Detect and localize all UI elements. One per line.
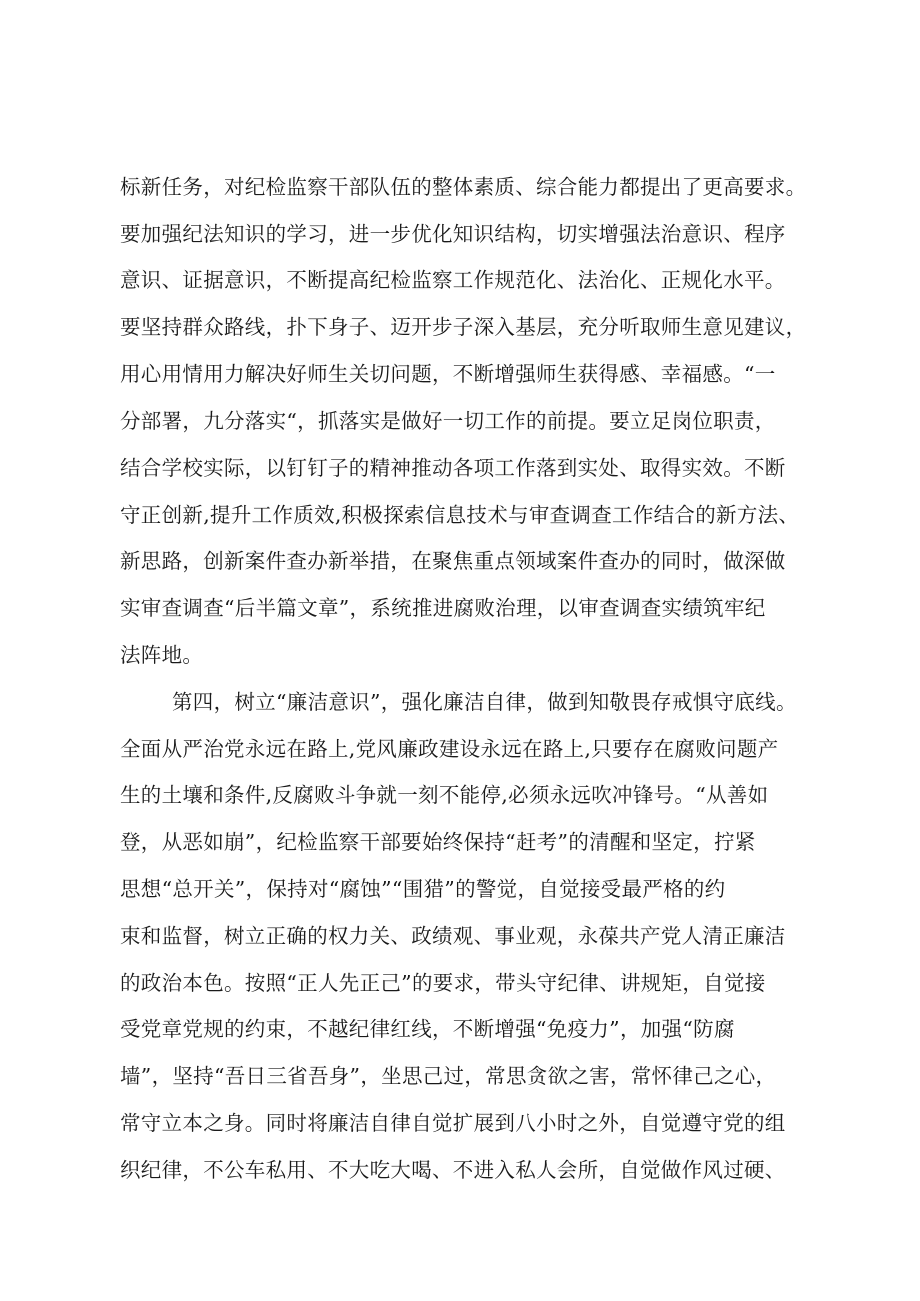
paragraph-1-line-2: 要加强纪法知识的学习，进一步优化知识结构，切实增强法治意识、程序: [120, 222, 786, 246]
paragraph-1-line-4: 要坚持群众路线，扑下身子、迈开步子深入基层，充分听取师生意见建议，: [120, 315, 807, 339]
paragraph-1-line-5: 用心用情用力解决好师生关切问题，不断增强师生获得感、幸福感。“一: [120, 362, 776, 386]
paragraph-1-line-7: 结合学校实际，以钉钉子的精神推动各项工作落到实处、取得实效。不断: [120, 456, 786, 480]
paragraph-1-line-3: 意识、证据意识，不断提高纪检监察工作规范化、法治化、正规化水平。: [120, 268, 786, 292]
paragraph-1-line-8: 守正创新,提升工作质效,积极探索信息技术与审查调查工作结合的新方法、: [120, 503, 800, 527]
paragraph-1-line-11: 法阵地。: [120, 643, 204, 667]
paragraph-1-line-1: 标新任务，对纪检监察干部队伍的整体素质、综合能力都提出了更高要求。: [120, 175, 807, 199]
paragraph-2-line-11: 织纪律，不公车私用、不大吃大喝、不进入私人会所，自觉做作风过硬、: [120, 1158, 786, 1182]
paragraph-2-line-8: 受党章党规的约束，不越纪律红线，不断增强“免疫力”，加强“防腐: [120, 1017, 735, 1041]
paragraph-1-line-9: 新思路，创新案件查办新举措，在聚焦重点领域案件查办的同时，做深做: [120, 549, 786, 573]
paragraph-2-line-6: 束和监督，树立正确的权力关、政绩观、事业观，永葆共产党人清正廉洁: [120, 924, 786, 948]
paragraph-2-line-2: 全面从严治党永远在路上,党风廉政建设永远在路上,只要存在腐败问题产: [120, 737, 779, 761]
paragraph-2-line-10: 常守立本之身。同时将廉洁自律自觉扩展到八小时之外，自觉遵守党的组: [120, 1111, 786, 1135]
paragraph-2-line-5: 思想“总开关”，保持对“腐蚀”“围猎”的警觉，自觉接受最严格的约: [120, 877, 726, 901]
paragraph-2-line-9: 墙”，坚持“吾日三省吾身”，坐思己过，常思贪欲之害，常怀律己之心，: [120, 1064, 777, 1088]
paragraph-2-line-7: 的政治本色。按照“正人先正己”的要求，带头守纪律、讲规矩，自觉接: [120, 971, 766, 995]
paragraph-1-line-6: 分部署，九分落实“，抓落实是做好一切工作的前提。要立足岗位职责，: [120, 409, 776, 433]
paragraph-2-line-4: 登，从恶如崩”，纪检监察干部要始终保持“赶考”的清醒和坚定，拧紧: [120, 830, 756, 854]
paragraph-2-line-1: 第四，树立“廉洁意识”，强化廉洁自律，做到知敬畏存戒惧守底线。: [172, 690, 797, 714]
paragraph-1-line-10: 实审查调查“后半篇文章”，系统推进腐败治理，以审查调查实绩筑牢纪: [120, 596, 766, 620]
paragraph-2-line-3: 生的土壤和条件,反腐败斗争就一刻不能停,必须永远吹冲锋号。“从善如: [120, 783, 769, 807]
